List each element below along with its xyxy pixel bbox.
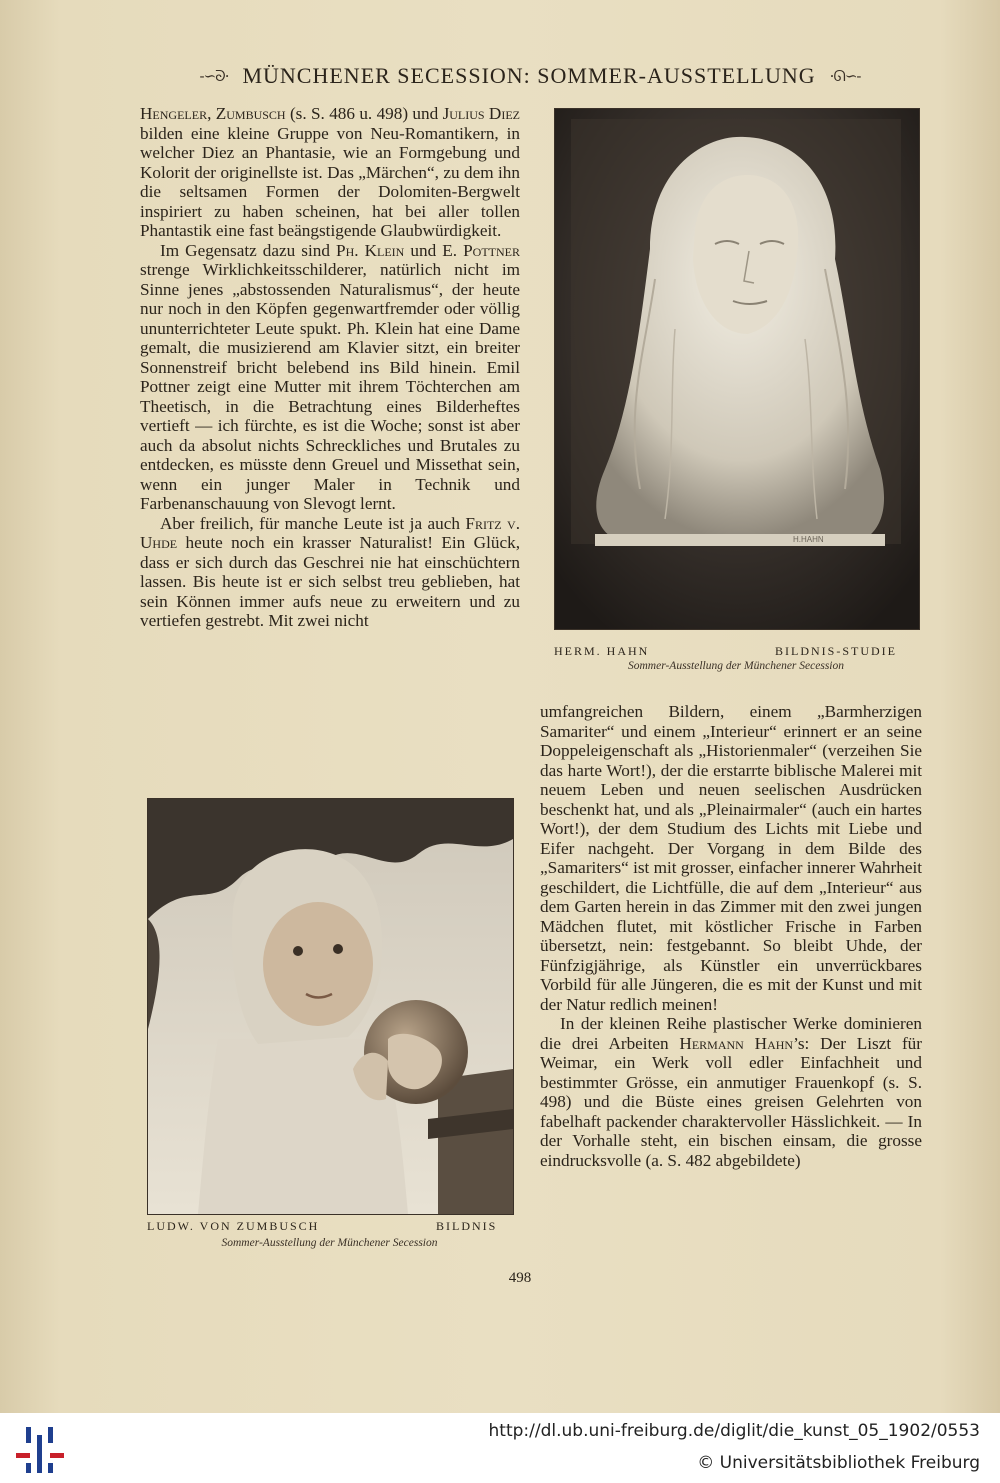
copyright-notice: © Universitätsbibliothek Freiburg bbox=[697, 1453, 980, 1473]
page-number: 498 bbox=[508, 1270, 532, 1286]
artist-name: Hermann Hahn bbox=[679, 1033, 794, 1053]
paragraph-text: heute noch ein krasser Naturalist! Ein Glück, dass er sich durch das Geschrei nie hat einschüchtern lassen. Bis heute ist er sich selbst treu geblieben, hat sein Können immer aufs neue zu erweitern und zu vertiefen gestrebt. Mit zwei nicht bbox=[140, 533, 520, 630]
paragraph-text: Im Gegensatz dazu sind bbox=[160, 240, 337, 260]
paragraph-text: strenge Wirklichkeitsschilderer, natürlich nicht im Sinne jenes „abstossenden Naturalismus“, der heute nur noch in den Köpfen gegenwartfremder oder völlig ununterrichteter Leute spukt. Ph. Klein hat eine Dame gemalt, die musizierend am Klavier sitzt, ein breiter Sonnenstreif bricht belebend ins Bild hinein. Emil Pottner zeigt eine Mutter mit ihrem Töchterchen am Theetisch, in die Betrachtung eines Bilderheftes vertieft — ich fürchte, es ist die Woche; sonst ist aber auch da absolut nichts Schreckliches und Brutales zu entdecken, es müsste denn Greuel und Missethat sein, wenn ein junger Maler in Technik und Farbenanschauung von Slevogt lernt. bbox=[140, 260, 520, 513]
running-header bbox=[170, 62, 890, 90]
artist-name: Hengeler bbox=[140, 104, 208, 123]
child-painting-image bbox=[148, 799, 513, 1214]
child-portrait bbox=[147, 798, 514, 1215]
ornament-left-icon: -∽ᘐ· bbox=[199, 67, 229, 85]
library-logo-icon bbox=[16, 1425, 64, 1475]
paragraph: umfangreichen Bildern, einem „Barmherzigen Samariter“ und einem „Interieur“ erinnert er an seine Doppeleigenschaft als „Historienmaler“ (verzeihen Sie das harte Wort!), der die erstarrte biblische Malerei mit neuem Leben und neuen seelischen Ausdrücken beschenkt hat, und als „Pleinairmaler“ (auch ein hartes Wort!), der dem Studium des Lichts mit Liebe und Eifer nachgeht. Der Vorgang in dem Bilde des „Samariters“ ist mit grosser, einfacher innerer Wahrheit geschildert, die Lichtfülle, die auf dem „Interieur“ aus dem Garten herein in das Zimmer mit den zwei jungen Mädchen flutet, mit köstlicher Frische in Farben übersetzt, nein: festgebannt. So bleibt Uhde, der Fünfzigjährige, als Künstler ein unverrückbares Vorbild für alle Jüngeren, die es mit der Kunst und mit der Natur redlich meinen! bbox=[540, 702, 922, 1014]
caption-artist: LUDW. VON ZUMBUSCH bbox=[147, 1219, 320, 1233]
caption-title: BILDNIS bbox=[436, 1219, 498, 1233]
paragraph bbox=[140, 514, 520, 631]
paragraph bbox=[540, 1014, 922, 1170]
artist-name: Julius Diez bbox=[442, 104, 521, 123]
paragraph-text: ’s: Der Liszt für Weimar, ein Werk voll edler Einfachheit und bestimmter Grösse, ein anmutiger Frauenkopf (s. S. 498) und die Büste eines greisen Gelehrten von fabelhaft packender charaktervoller Hässlichkeit. — In der Vorhalle steht, ein bischen einsam, die grosse eindrucksvolle (a. S. 482 abgebildete) bbox=[540, 1033, 922, 1170]
artist-name: Fritz v. Uhde bbox=[140, 513, 520, 552]
bust-image bbox=[555, 109, 919, 629]
caption-subtitle: Sommer-Ausstellung der Münchener Secession bbox=[628, 660, 844, 672]
paragraph: Hengeler, Zumbusch (s. S. 486 u. 498) und Julius Diez bilden eine kleine Gruppe von Neu-Romantikern, in welcher Diez an Phantasie, wie an Formgebung und Kolorit der originellste ist. Das „Märchen“, zu dem ihn die seltsamen Formen der Dolomiten-Bergwelt inspiriert zu haben scheinen, hat bei aller tollen Phantastik eine fast beängstigende Glaubwürdigkeit. bbox=[140, 104, 521, 240]
ornament-right-icon: ·ᘏ∽- bbox=[829, 67, 861, 85]
paragraph-text: In der kleinen Reihe plastischer Werke dominieren die drei Arbeiten bbox=[540, 1014, 922, 1053]
text-column-left bbox=[140, 104, 520, 631]
paragraph-text: Aber freilich, für manche Leute ist ja auch bbox=[160, 513, 466, 533]
artist-name: Ph. Klein bbox=[336, 240, 405, 260]
text-column-right bbox=[540, 702, 922, 1170]
paragraph-text: (s. S. 486 u. 498) und bbox=[285, 104, 443, 123]
caption-title: BILDNIS-STUDIE bbox=[775, 644, 897, 658]
bust-photograph bbox=[554, 108, 920, 630]
page-title: MÜNCHENER SECESSION: SOMMER-AUSSTELLUNG bbox=[242, 63, 816, 88]
artist-name: Zumbusch bbox=[215, 104, 286, 123]
paragraph-text: bilden eine kleine Gruppe von Neu-Romantikern, in welcher Diez an Phantasie, wie an Formgebung und Kolorit der originellste ist. Das „Märchen“, zu dem ihn die seltsamen Formen der Dolomiten-Bergwelt inspiriert zu haben scheinen, hat bei aller tollen Phantastik eine fast beängstigende Glaubwürdigkeit. bbox=[140, 123, 520, 240]
caption-subtitle: Sommer-Ausstellung der Münchener Secession bbox=[221, 1237, 438, 1249]
paragraph-text: und bbox=[404, 240, 443, 260]
caption-artist: HERM. HAHN bbox=[554, 644, 650, 658]
sculptor-signature: H.HAHN bbox=[793, 535, 824, 544]
footer-bar bbox=[0, 1413, 1000, 1483]
paragraph bbox=[140, 241, 520, 514]
source-url-link[interactable]: http://dl.ub.uni-freiburg.de/diglit/die_kunst_05_1902/0553 bbox=[488, 1421, 980, 1441]
artist-name: E. Pottner bbox=[442, 240, 520, 260]
